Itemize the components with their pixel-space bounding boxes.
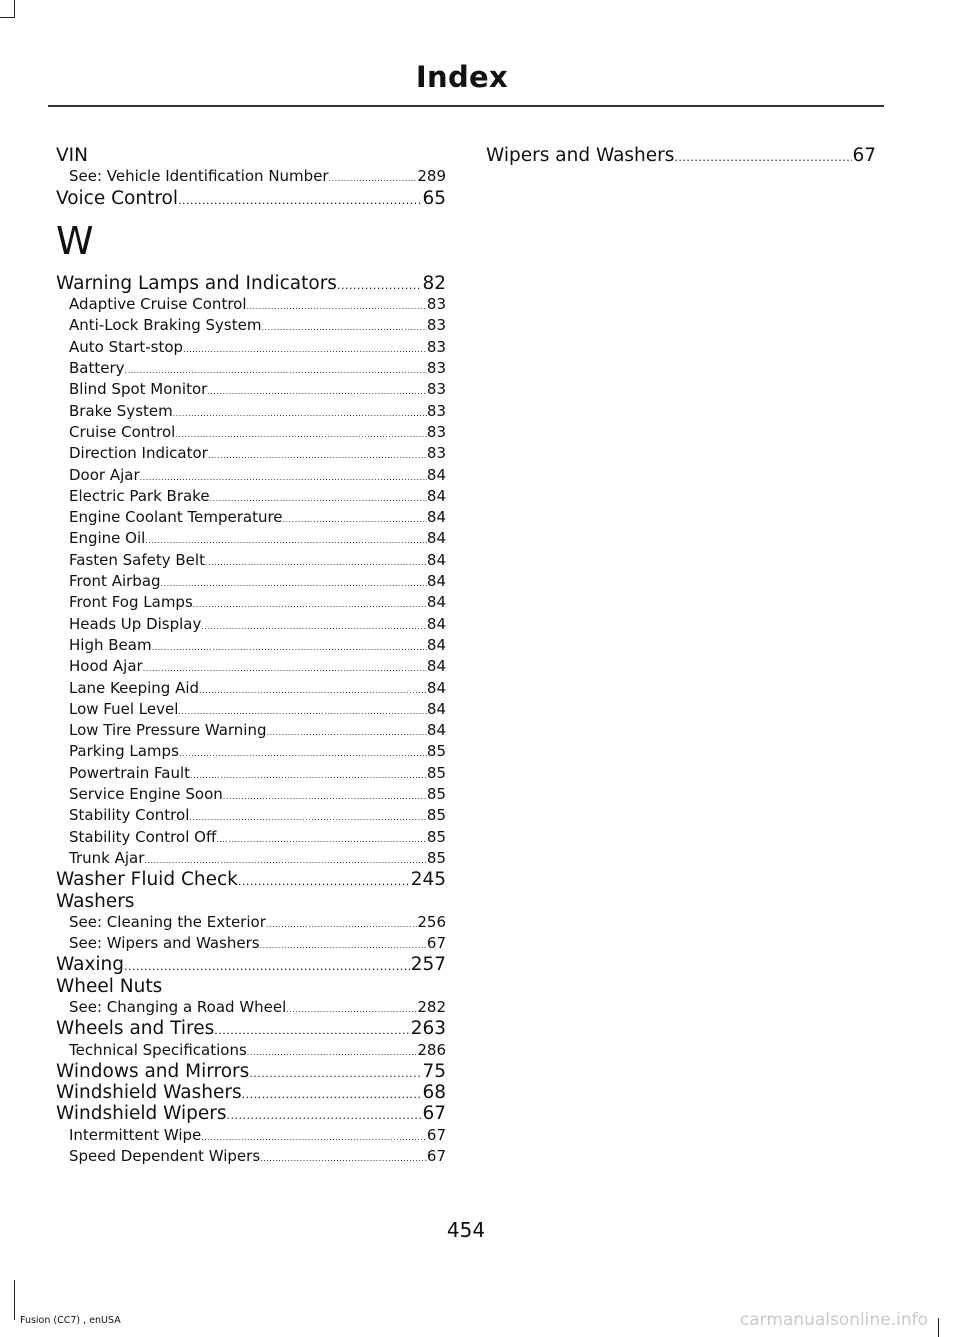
dot-leader	[140, 467, 427, 486]
entry-page-number: 84	[426, 508, 446, 527]
index-subentry	[56, 1040, 446, 1061]
entry-label: Windshield Wipers	[56, 1103, 227, 1125]
entry-label: Parking Lamps	[69, 742, 179, 761]
entry-label: Washers	[56, 890, 135, 912]
dot-leader	[183, 339, 427, 358]
entry-label: Door Ajar	[69, 465, 140, 484]
entry-label: Cruise Control	[69, 422, 176, 441]
index-subentry	[56, 592, 446, 613]
page-number: 454	[446, 1218, 486, 1242]
entry-label: Engine Oil	[69, 529, 146, 548]
dot-leader	[329, 168, 418, 187]
entry-label: Lane Keeping Aid	[69, 678, 200, 697]
dot-leader	[286, 999, 417, 1018]
entry-page-number: 84	[426, 721, 446, 740]
dot-leader	[208, 445, 427, 464]
entry-label: Anti-Lock Braking System	[69, 316, 262, 335]
entry-page-number: 84	[426, 635, 446, 654]
entry-label: Hood Ajar	[69, 657, 143, 676]
dot-leader	[143, 658, 427, 677]
dot-leader	[145, 530, 427, 549]
crop-mark-top-left-v	[14, 0, 15, 18]
header-rule	[48, 105, 884, 107]
dot-leader	[260, 1148, 427, 1167]
entry-label: Service Engine Soon	[69, 785, 223, 804]
entry-label: Wipers and Washers	[486, 145, 675, 166]
dot-leader	[227, 1105, 423, 1124]
entry-label: Powertrain Fault	[69, 763, 191, 782]
entry-label: Washer Fluid Check	[56, 869, 238, 891]
entry-page-number: 85	[426, 848, 446, 867]
index-subentry	[56, 337, 446, 358]
dot-leader	[190, 765, 427, 784]
entry-label: Wheel Nuts	[56, 975, 163, 997]
dot-leader	[337, 275, 423, 294]
entry-page-number: 83	[426, 444, 446, 463]
entry-label: VIN	[56, 145, 88, 166]
entry-page-number: 282	[417, 997, 446, 1016]
entry-page-number: 75	[422, 1060, 446, 1082]
index-subentry	[56, 486, 446, 507]
entry-label: Intermittent Wipe	[69, 1125, 202, 1144]
entry-page-number: 85	[426, 763, 446, 782]
index-subentry	[56, 635, 446, 656]
entry-label: W	[56, 218, 94, 263]
entry-page-number: 84	[426, 486, 446, 505]
entry-page-number: 84	[426, 657, 446, 676]
entry-page-number: 67	[426, 1125, 446, 1144]
dot-leader	[247, 1042, 418, 1061]
entry-page-number: 84	[426, 550, 446, 569]
index-subentry	[56, 763, 446, 784]
dot-leader	[242, 1084, 423, 1103]
index-entry	[56, 1082, 446, 1103]
entry-label: Low Tire Pressure Warning	[69, 721, 267, 740]
entry-label: Auto Start-stop	[69, 337, 184, 356]
index-subentry	[56, 912, 446, 933]
entry-label: Voice Control	[56, 187, 178, 209]
entry-label: High Beam	[69, 635, 152, 654]
crop-mark-bottom-right-v	[938, 1318, 939, 1337]
dot-leader	[267, 722, 427, 741]
index-heading	[56, 976, 446, 997]
index-subentry	[56, 699, 446, 720]
index-subentry	[56, 827, 446, 848]
entry-page-number: 68	[422, 1082, 446, 1104]
index-entry	[56, 273, 446, 294]
entry-page-number: 83	[426, 422, 446, 441]
dot-leader	[201, 1127, 427, 1146]
entry-label: Low Fuel Level	[69, 699, 179, 718]
dot-leader	[216, 829, 427, 848]
dot-leader	[193, 594, 427, 613]
index-subentry	[56, 1146, 446, 1167]
index-subentry	[56, 848, 446, 869]
entry-page-number: 85	[426, 806, 446, 825]
entry-page-number: 67	[426, 1147, 446, 1166]
dot-leader	[199, 680, 427, 699]
dot-leader	[124, 956, 411, 975]
entry-label: Blind Spot Monitor	[69, 380, 208, 399]
index-entry	[56, 869, 446, 890]
dot-leader	[205, 552, 427, 571]
index-heading	[56, 891, 446, 912]
index-entry	[56, 1018, 446, 1039]
index-subentry	[56, 358, 446, 379]
dot-leader	[266, 914, 417, 933]
index-subentry	[56, 315, 446, 336]
index-subentry	[56, 933, 446, 954]
entry-page-number: 286	[417, 1040, 446, 1059]
entry-label: Windows and Mirrors	[56, 1060, 250, 1082]
entry-page-number: 289	[417, 167, 446, 186]
entry-page-number: 83	[426, 359, 446, 378]
entry-page-number: 84	[426, 572, 446, 591]
entry-page-number: 85	[426, 785, 446, 804]
dot-leader	[207, 381, 427, 400]
dot-leader	[189, 807, 427, 826]
dot-leader	[261, 317, 426, 336]
index-subentry	[56, 1125, 446, 1146]
dot-leader	[175, 424, 427, 443]
dot-leader	[223, 786, 427, 805]
entry-page-number: 67	[426, 934, 446, 953]
dot-leader	[214, 1020, 410, 1039]
entry-page-number: 84	[426, 614, 446, 633]
index-entry	[56, 954, 446, 975]
entry-label: See: Wipers and Washers	[69, 934, 260, 953]
dot-leader	[238, 871, 411, 890]
index-subentry	[56, 507, 446, 528]
watermark: carmanualsonline.info	[739, 1310, 928, 1330]
dot-leader	[674, 147, 852, 166]
index-column-right	[486, 145, 876, 166]
entry-label: Wheels and Tires	[56, 1018, 215, 1040]
entry-page-number: 256	[417, 912, 446, 931]
dot-leader	[173, 403, 427, 422]
entry-label: Front Airbag	[69, 572, 161, 591]
index-entry	[486, 145, 876, 166]
crop-mark-bottom-left-v	[14, 1280, 15, 1320]
index-subentry	[56, 805, 446, 826]
dot-leader	[179, 743, 427, 762]
entry-label: Stability Control	[69, 806, 190, 825]
index-subentry	[56, 443, 446, 464]
index-heading	[56, 145, 446, 166]
dot-leader	[178, 701, 427, 720]
index-entry	[56, 1103, 446, 1124]
index-column-left	[56, 145, 446, 1167]
index-subentry	[56, 678, 446, 699]
entry-page-number: 84	[426, 593, 446, 612]
index-entry	[56, 1061, 446, 1082]
entry-label: Technical Specifications	[69, 1040, 247, 1059]
dot-leader	[125, 360, 427, 379]
index-subentry	[56, 465, 446, 486]
entry-page-number: 85	[426, 827, 446, 846]
dot-leader	[283, 509, 427, 528]
entry-label: Fasten Safety Belt	[69, 550, 205, 569]
entry-label: Heads Up Display	[69, 614, 202, 633]
entry-label: Adaptive Cruise Control	[69, 295, 247, 314]
entry-page-number: 85	[426, 742, 446, 761]
entry-page-number: 83	[426, 380, 446, 399]
entry-label: See: Cleaning the Exterior	[69, 912, 266, 931]
entry-label: Speed Dependent Wipers	[69, 1147, 261, 1166]
entry-page-number: 65	[422, 187, 446, 209]
entry-page-number: 83	[426, 337, 446, 356]
entry-label: Stability Control Off	[69, 827, 217, 846]
entry-page-number: 84	[426, 678, 446, 697]
index-entry	[56, 188, 446, 209]
entry-page-number: 84	[426, 465, 446, 484]
dot-leader	[249, 1063, 422, 1082]
index-subentry	[56, 571, 446, 592]
dot-leader	[260, 935, 427, 954]
dot-leader	[247, 296, 427, 315]
entry-label: Direction Indicator	[69, 444, 208, 463]
entry-page-number: 83	[426, 401, 446, 420]
index-subentry	[56, 784, 446, 805]
entry-label: Electric Park Brake	[69, 486, 210, 505]
index-subentry	[56, 422, 446, 443]
entry-page-number: 67	[422, 1103, 446, 1125]
dot-leader	[178, 190, 422, 209]
entry-label: See: Changing a Road Wheel	[69, 997, 287, 1016]
crop-mark-top-left-h	[0, 17, 15, 18]
index-subentry	[56, 656, 446, 677]
entry-label: See: Vehicle Identification Number	[69, 167, 329, 186]
entry-label: Front Fog Lamps	[69, 593, 193, 612]
entry-label: Warning Lamps and Indicators	[56, 272, 337, 294]
footer-edition: Fusion (CC7) , enUSA	[20, 1315, 121, 1326]
entry-label: Brake System	[69, 401, 173, 420]
index-subentry	[56, 528, 446, 549]
entry-label: Battery	[69, 359, 125, 378]
section-letter	[56, 209, 446, 273]
entry-label: Waxing	[56, 954, 125, 976]
dot-leader	[210, 488, 427, 507]
dot-leader	[161, 573, 427, 592]
entry-page-number: 245	[410, 869, 446, 891]
entry-page-number: 67	[852, 145, 876, 166]
index-subentry	[56, 401, 446, 422]
dot-leader	[152, 637, 427, 656]
entry-label: Windshield Washers	[56, 1082, 242, 1104]
index-subentry	[56, 741, 446, 762]
entry-page-number: 84	[426, 699, 446, 718]
index-subentry	[56, 379, 446, 400]
index-subentry	[56, 720, 446, 741]
page-title: Index	[415, 60, 508, 94]
index-subentry	[56, 550, 446, 571]
index-subentry	[56, 294, 446, 315]
entry-page-number: 82	[422, 272, 446, 294]
index-subentry	[56, 997, 446, 1018]
entry-page-number: 83	[426, 316, 446, 335]
index-subentry	[56, 614, 446, 635]
entry-label: Engine Coolant Temperature	[69, 508, 283, 527]
entry-page-number: 84	[426, 529, 446, 548]
entry-page-number: 263	[410, 1018, 446, 1040]
entry-label: Trunk Ajar	[69, 848, 145, 867]
entry-page-number: 257	[410, 954, 446, 976]
dot-leader	[201, 616, 427, 635]
entry-page-number: 83	[426, 295, 446, 314]
dot-leader	[144, 850, 427, 869]
index-subentry	[56, 166, 446, 187]
